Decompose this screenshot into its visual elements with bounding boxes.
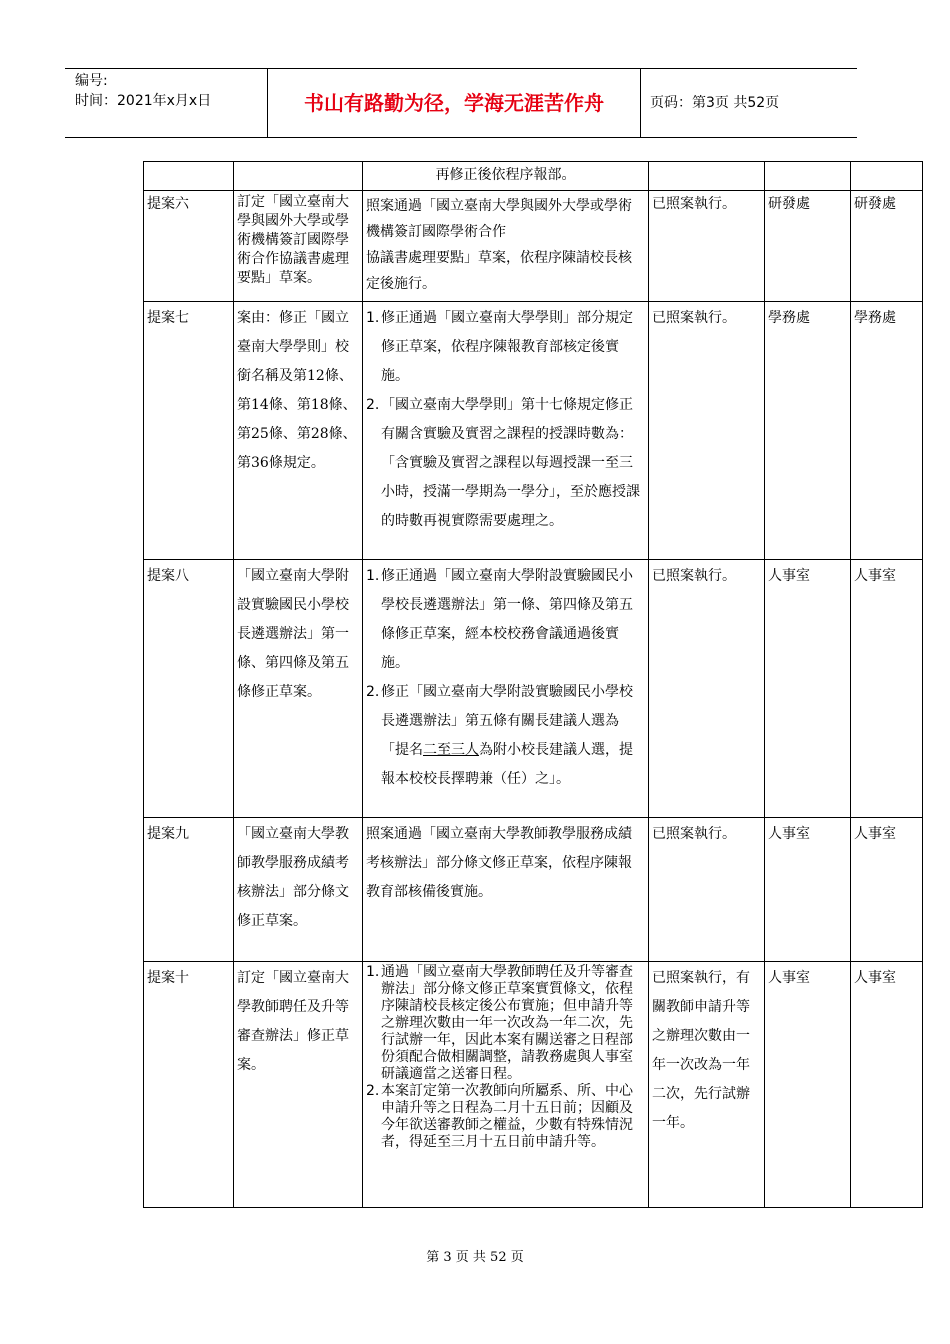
cell-proposal (144, 162, 234, 191)
cell-proposal: 提案十 (144, 962, 234, 1208)
cell-proposal: 提案七 (144, 302, 234, 560)
header-page-label: 页码：第3页 共52页 (650, 95, 780, 111)
cell-proposal: 提案九 (144, 818, 234, 962)
number-label: 编号: (75, 73, 108, 89)
item-number: 1. (366, 310, 380, 326)
cell-subject: 訂定「國立臺南大學與國外大學或學術機構簽訂國際學術合作協議書處理要點」草案。 (234, 191, 363, 302)
item-number: 2. (366, 1083, 380, 1099)
header-divider (640, 69, 641, 137)
cell-subject (234, 162, 363, 191)
cell-subject: 訂定「國立臺南大學教師聘任及升等審查辦法」修正草案。 (234, 962, 363, 1208)
cell-unit: 人事室 (765, 560, 851, 818)
cell-proposal: 提案六 (144, 191, 234, 302)
cell-resolution (363, 191, 649, 302)
list-item (366, 391, 645, 536)
cell-unit (851, 162, 923, 191)
item-text: 修正通過「國立臺南大學附設實驗國民小學校長遴選辦法」第一條、第四條及第五條修正草案，經本校校務會議通過後實施。 (381, 568, 633, 671)
cell-subject: 「國立臺南大學教師教學服務成績考核辦法」部分條文修正草案。 (234, 818, 363, 962)
cell-unit: 人事室 (851, 962, 923, 1208)
resolution-text: 協議書處理要點」草案，依程序陳請校長核定後施行。 (366, 250, 632, 292)
cell-unit: 研發處 (765, 191, 851, 302)
cell-proposal: 提案八 (144, 560, 234, 818)
list-item (366, 964, 645, 1083)
cell-resolution (363, 962, 649, 1208)
cell-unit: 人事室 (765, 818, 851, 962)
table-row (144, 191, 923, 302)
table-row (144, 962, 923, 1208)
resolution-list (366, 304, 645, 536)
cell-status (649, 162, 765, 191)
time-label: 时间：2021年x月x日 (75, 93, 212, 109)
list-item (366, 562, 645, 678)
cell-resolution (363, 560, 649, 818)
cell-unit: 人事室 (851, 818, 923, 962)
item-number: 1. (366, 568, 380, 584)
cell-unit: 學務處 (851, 302, 923, 560)
resolution-text: 再修正後依程序報部。 (435, 167, 576, 183)
cell-unit: 人事室 (851, 560, 923, 818)
header-meta (75, 71, 265, 111)
cell-resolution (363, 162, 649, 191)
cell-unit: 學務處 (765, 302, 851, 560)
resolution-text: 照案通過「國立臺南大學與國外大學或學術機構簽訂國際學術合作 (366, 198, 632, 240)
item-text: 「國立臺南大學學則」第十七條規定修正有關含實驗及實習之課程的授課時數為： 「含實驗及實習之課程以每週授課一至三小時，授滿一學期為一學分」，至於應授課的時數再視實際需要處理之。 (381, 397, 640, 529)
cell-resolution: 照案通過「國立臺南大學教師教學服務成績考核辦法」部分條文修正草案，依程序陳報教育部核備後實施。 (363, 818, 649, 962)
table-row (144, 818, 923, 962)
item-text: 通過「國立臺南大學教師聘任及升等審查辦法」部分條文修正草案實質條文，依程序陳請校長核定後公布實施；但申請升等之辦理次數由一年一次改為一年二次，先行試辦一年，因此本案有關送審之日程部份須配合做相關調整，請教務處與人事室研議適當之送審日程。 (381, 964, 633, 1082)
item-number: 2. (366, 684, 380, 700)
item-text: 修正「國立臺南大學附設實驗國民小學校長遴選辦法」第五條有關長建議人選為「提名 (381, 684, 633, 758)
page-header (65, 68, 857, 138)
item-text: 本案訂定第一次教師向所屬系、所、中心申請升等之日程為二月十五日前；因顧及今年欲送審教師之權益，少數有特殊情況者，得延至三月十五日前申請升等。 (381, 1083, 633, 1150)
item-number: 1. (366, 964, 380, 980)
table-row (144, 560, 923, 818)
cell-resolution (363, 302, 649, 560)
resolution-table (143, 161, 923, 1208)
list-item (366, 1083, 645, 1151)
resolution-list (366, 964, 645, 1151)
header-slogan: 书山有路勤为径，学海无涯苦作舟 (304, 91, 604, 115)
resolution-list (366, 562, 645, 794)
cell-status: 已照案執行。 (649, 818, 765, 962)
cell-status: 已照案執行。 (649, 560, 765, 818)
item-text: 修正通過「國立臺南大學學則」部分規定修正草案，依程序陳報教育部核定後實施。 (381, 310, 633, 384)
table-row (144, 302, 923, 560)
cell-unit: 人事室 (765, 962, 851, 1208)
table-row (144, 162, 923, 191)
item-number: 2. (366, 397, 380, 413)
cell-status: 已照案執行。 (649, 302, 765, 560)
cell-subject: 「國立臺南大學附設實驗國民小學校長遴選辦法」第一條、第四條及第五條修正草案。 (234, 560, 363, 818)
cell-status: 已照案執行。 (649, 191, 765, 302)
cell-status: 已照案執行，有關教師申請升等之辦理次數由一年一次改為一年二次，先行試辦一年。 (649, 962, 765, 1208)
cell-subject: 案由：修正「國立臺南大學學則」校銜名稱及第12條、第14條、第18條、第25條、第28條、第36條規定。 (234, 302, 363, 560)
list-item (366, 678, 645, 794)
cell-unit (765, 162, 851, 191)
page-footer: 第 3 页 共 52 页 (426, 1250, 524, 1265)
list-item (366, 304, 645, 391)
cell-unit: 研發處 (851, 191, 923, 302)
item-text: 為附小校長建議人選，提報本校校長擇聘兼（任）之」。 (381, 742, 633, 787)
underlined-text: 二至三人 (423, 742, 479, 758)
